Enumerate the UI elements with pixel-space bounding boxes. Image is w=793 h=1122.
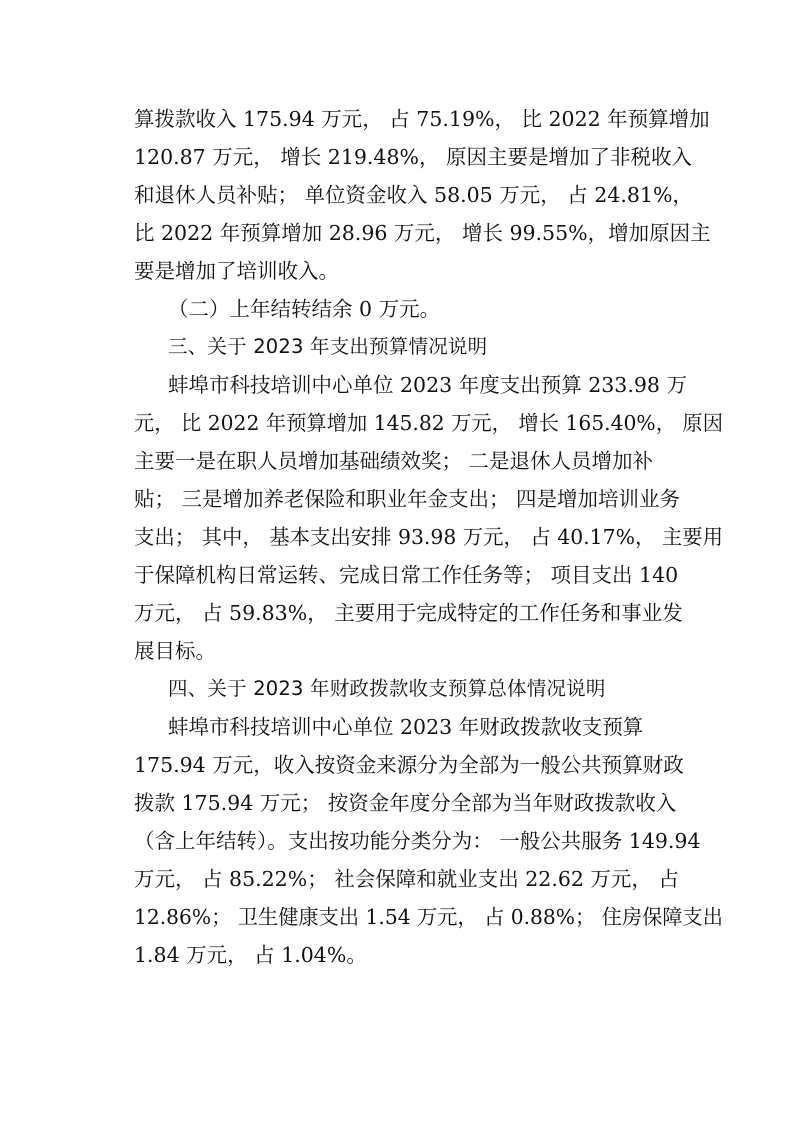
text-line-content: 展目标。 <box>134 639 216 663</box>
text-line-content: 蚌埠市科技培训中心单位 2023 年度支出预算 233.98 万 <box>168 373 687 397</box>
text-line-content: 万元， 占 85.22%； 社会保障和就业支出 22.62 万元， 占 <box>134 867 679 891</box>
text-line-content: 算拨款收入 175.94 万元， 占 75.19%， 比 2022 年预算增加 <box>134 107 710 131</box>
section4-heading: 四、关于 2023 年财政拨款收支预算总体情况说明 <box>168 677 606 700</box>
text-line <box>0 444 793 478</box>
text-line-content: 拨款 175.94 万元； 按资金年度分全部为当年财政拨款收入 <box>134 791 677 815</box>
text-line-content: 120.87 万元， 增长 219.48%， 原因主要是增加了非税收入 <box>134 145 693 169</box>
text-line <box>0 938 793 972</box>
text-line-content: 元， 比 2022 年预算增加 145.82 万元， 增长 165.40%， 原因 <box>134 411 723 435</box>
text-line-content: 和退休人员补贴； 单位资金收入 58.05 万元， 占 24.81%， <box>134 183 693 207</box>
text-line <box>0 292 793 326</box>
text-line-content: 于保障机构日常运转、完成日常工作任务等； 项目支出 140 <box>134 563 679 587</box>
text-line-content: 比 2022 年预算增加 28.96 万元， 增长 99.55%，增加原因主 <box>134 221 711 245</box>
text-line <box>0 558 793 592</box>
text-line-content: 支出； 其中， 基本支出安排 93.98 万元， 占 40.17%， 主要用 <box>134 525 723 549</box>
text-line-content: 12.86%； 卫生健康支出 1.54 万元， 占 0.88%； 住房保障支出 <box>134 905 723 929</box>
text-line <box>0 482 793 516</box>
text-line <box>0 710 793 744</box>
text-line-content: 贴； 三是增加养老保险和职业年金支出； 四是增加培训业务 <box>134 487 681 511</box>
text-line <box>0 140 793 174</box>
text-line <box>0 824 793 858</box>
text-line-content: 万元， 占 59.83%， 主要用于完成特定的工作任务和事业发 <box>134 601 683 625</box>
section-heading <box>0 330 793 364</box>
text-line <box>0 178 793 212</box>
text-line-content: （含上年结转）。支出按功能分类分为： 一般公共服务 149.94 <box>134 829 701 853</box>
section3-heading: 三、关于 2023 年支出预算情况说明 <box>168 335 488 358</box>
text-line-content: 要是增加了培训收入。 <box>134 259 339 283</box>
text-line-content: 蚌埠市科技培训中心单位 2023 年财政拨款收支预算 <box>168 715 644 739</box>
text-line-content: 主要一是在职人员增加基础绩效奖； 二是退休人员增加补 <box>134 449 654 473</box>
text-line <box>0 216 793 250</box>
text-line <box>0 254 793 288</box>
text-line <box>0 786 793 820</box>
text-line <box>0 748 793 782</box>
text-line <box>0 862 793 896</box>
text-line <box>0 102 793 136</box>
text-line <box>0 368 793 402</box>
text-line <box>0 900 793 934</box>
section-heading <box>0 672 793 706</box>
text-line-content: 175.94 万元，收入按资金来源分为全部为一般公共预算财政 <box>134 753 684 777</box>
text-line-content: 1.84 万元， 占 1.04%。 <box>134 943 367 967</box>
text-line <box>0 634 793 668</box>
carryover-text: （二）上年结转结余 0 万元。 <box>168 297 441 321</box>
text-line <box>0 520 793 554</box>
text-line <box>0 406 793 440</box>
text-line <box>0 596 793 630</box>
